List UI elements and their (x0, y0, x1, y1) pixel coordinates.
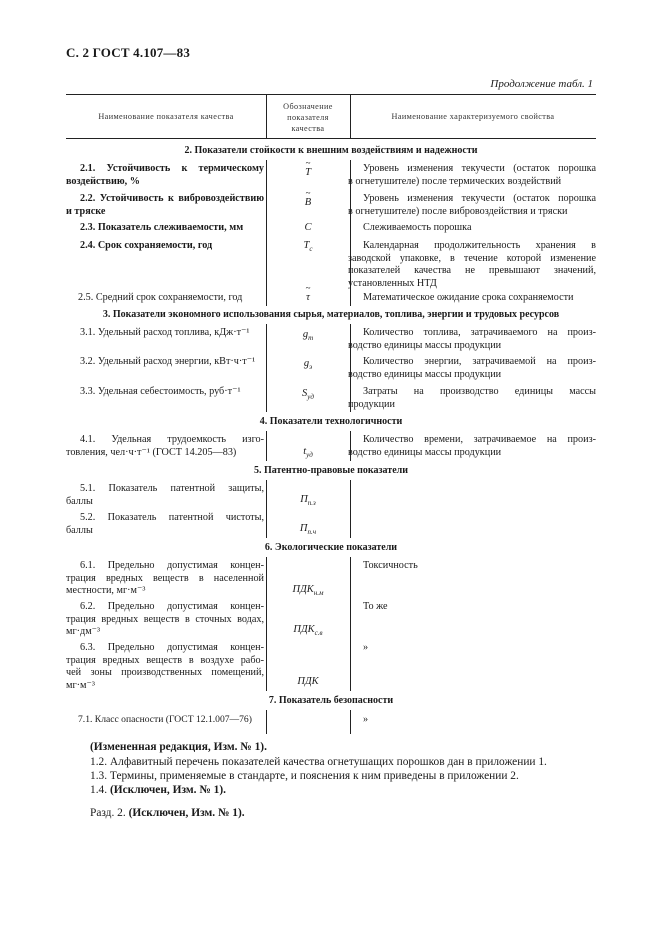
row-5-1-name-line2: баллы (66, 495, 93, 507)
row-6-2-symbol-text: ПДК (293, 624, 315, 635)
row-6-3-property (363, 642, 596, 655)
row-2-3-symbol (268, 222, 348, 233)
section-heading-7: 7. Показатель безопасности (268, 695, 394, 706)
column-divider-s5-2 (350, 480, 351, 538)
row-6-2-property (363, 601, 596, 614)
row-5-2-symbol-text: П (299, 523, 308, 534)
row-3-3-name (66, 386, 264, 399)
row-2-5-symbol: ~ τ (305, 283, 311, 303)
row-2-1-name (66, 163, 264, 188)
row-2-4-symbol (268, 240, 348, 253)
row-3-1-name (66, 327, 264, 340)
row-2-4-property-line2: заводской упаковке, в течение которой изменение (348, 252, 596, 264)
row-5-2-name-line1: 5.2. Показатель патентной чистоты, (80, 512, 264, 523)
table-top-border (66, 94, 596, 95)
column-divider-s4-1 (266, 431, 267, 461)
row-2-2-name (66, 193, 264, 218)
row-5-1-name-line1: 5.1. Показатель патентной защиты, (80, 483, 264, 494)
row-2-2-property-line2: в огнетушителе) после вибровоздействия и тряски (348, 205, 568, 217)
row-6-2-property-text: То же (363, 601, 388, 612)
row-6-3-name (66, 642, 264, 692)
row-5-1-symbol-text: П (300, 494, 308, 505)
row-3-1-property-line2: водство единицы массы продукции (348, 339, 502, 351)
row-6-1-name-line2: трация вредных веществ в населенной (66, 572, 264, 584)
row-5-1-name (66, 483, 264, 508)
row-2-1-symbol-text: T (305, 167, 311, 178)
row-6-2-name-line2: трация вредных веществ в сточных водах, (66, 613, 264, 625)
row-3-3-property-line1: Затраты на производство единицы массы (363, 386, 596, 397)
row-6-3-name-line4: мг·м⁻³ (66, 679, 95, 691)
row-2-3-symbol-text: C (304, 222, 312, 233)
row-6-1-name (66, 560, 264, 598)
column-header-designation (266, 101, 350, 134)
row-2-2-name-line2: и тряске (66, 205, 106, 217)
row-2-5-symbol-text: τ (306, 292, 310, 303)
section-heading-6: 6. Экологические показатели (264, 542, 398, 553)
row-3-2-property-line1: Количество энергии, затрачиваемой на произ- (363, 356, 596, 367)
row-5-2-symbol-subscript: п.ч (307, 528, 317, 537)
row-2-1-symbol: ~ T (305, 158, 311, 178)
clause-1-4-status: (Исключен, Изм. № 1). (109, 784, 226, 796)
row-2-4-property-line3: показателей качества не превышают значений, (348, 265, 596, 276)
clause-1-4-number: 1.4. (90, 784, 108, 796)
row-3-3-symbol-subscript: уд (307, 393, 314, 402)
row-3-1-name-text: 3.1. Удельный расход топлива, кДж·т⁻¹ (80, 327, 250, 338)
row-3-2-symbol-text: g (303, 358, 310, 369)
row-7-1-property-text: » (363, 714, 369, 725)
row-6-1-name-line3: местности, мг·м⁻³ (66, 585, 146, 596)
row-6-1-symbol (268, 584, 348, 597)
row-2-4-property-line4: установленных НТД (348, 277, 437, 289)
column-divider-s6-1 (266, 557, 267, 691)
column-divider-s7-2 (350, 710, 351, 734)
row-5-1-symbol-subscript: п.з (307, 499, 316, 508)
column-header-designation-line3: качества (291, 124, 325, 133)
row-2-1-name-line2: воздействию, % (66, 175, 140, 187)
row-6-2-name-line3: мг·дм⁻³ (66, 626, 101, 637)
row-2-5-name (66, 292, 264, 305)
row-3-2-property (348, 356, 596, 381)
row-2-1-name-line1: 2.1. Устойчивость к термическому (80, 163, 264, 174)
row-5-2-symbol (268, 523, 348, 536)
row-7-1-name (66, 714, 264, 727)
row-2-2-symbol: ~ B (304, 188, 312, 208)
section-2-note (90, 806, 245, 820)
table-continuation-label: Продолжение табл. 1 (490, 78, 593, 90)
column-divider-s6-2 (350, 557, 351, 691)
row-2-4-symbol-text: T (303, 240, 310, 251)
clause-1-4 (90, 783, 226, 797)
row-5-2-name (66, 512, 264, 537)
row-3-1-property-line1: Количество топлива, затрачиваемого на произ- (363, 327, 596, 338)
row-2-5-property-text: Математическое ожидание срока сохраняемости (363, 292, 574, 303)
row-6-3-name-line1: 6.3. Предельно допустимая концен- (80, 642, 264, 653)
row-6-1-name-line1: 6.1. Предельно допустимая концен- (80, 560, 264, 571)
row-4-1-property-line1: Количество времени, затрачиваемое на произ- (363, 434, 596, 445)
row-7-1-property (363, 714, 596, 727)
row-3-2-symbol (268, 358, 348, 371)
row-2-5-name-text: 2.5. Средний срок сохраняемости, год (78, 292, 243, 303)
row-3-1-symbol-subscript: т (308, 334, 314, 343)
row-5-1-symbol (268, 494, 348, 507)
row-6-3-name-line2: трация вредных веществ в воздухе рабо- (66, 654, 264, 666)
row-3-3-name-text: 3.3. Удельная себестоимость, руб·т⁻¹ (80, 386, 241, 397)
column-header-designation-line2: показателя (287, 113, 329, 122)
row-6-3-symbol-text: ПДК (297, 676, 319, 687)
row-2-5-property (363, 292, 596, 305)
section-heading-4: 4. Показатели технологичности (259, 416, 403, 427)
row-4-1-property (348, 434, 596, 459)
section-heading-2: 2. Показатели стойкости к внешним воздействиям и надежности (184, 145, 478, 156)
row-2-2-symbol-text: B (304, 197, 312, 208)
row-3-2-name (66, 356, 264, 369)
row-2-3-name (66, 222, 264, 235)
clause-1-2: 1.2. Алфавитный перечень показателей качества огнетушащих порошков дан в приложении 1. (90, 756, 547, 768)
row-2-4-name (66, 240, 264, 253)
section-heading-5: 5. Патентно-правовые показатели (253, 465, 409, 476)
column-header-designation-line1: Обозначение (283, 102, 333, 111)
column-header-quality-name: Наименование показателя качества (98, 112, 234, 121)
amendment-note: (Измененная редакция, Изм. № 1). (90, 741, 267, 753)
column-divider-s7-1 (266, 710, 267, 734)
row-3-2-symbol-subscript: э (309, 363, 313, 372)
row-6-3-name-line3: чей зоны производственных помещений, (66, 667, 264, 678)
row-2-2-name-line1: 2.2. Устойчивость к вибровоздействию (80, 193, 264, 204)
row-6-3-property-text: » (363, 642, 369, 653)
row-3-3-property (348, 386, 596, 411)
row-2-1-property (348, 163, 596, 188)
row-6-3-symbol (268, 676, 348, 687)
column-divider-s2-1 (266, 160, 267, 306)
row-6-1-property (363, 560, 596, 573)
row-2-2-property (348, 193, 596, 218)
row-3-2-name-text: 3.2. Удельный расход энергии, кВт·ч·т⁻¹ (80, 356, 256, 367)
clause-1-3: 1.3. Термины, применяемые в стандарте, и пояснения к ним приведены в приложении 2. (90, 770, 519, 782)
section-2-note-status: (Исключен, Изм. № 1). (128, 807, 245, 819)
row-2-4-property (348, 240, 596, 290)
row-2-4-name-text: 2.4. Срок сохраняемости, год (80, 240, 213, 251)
row-2-4-property-line1: Календарная продолжительность хранения в (363, 240, 596, 251)
row-2-4-symbol-subscript: с (309, 245, 313, 254)
row-6-1-property-text: Токсичность (363, 560, 418, 571)
row-3-3-symbol-text: S (302, 388, 308, 399)
row-3-1-symbol-text: g (302, 329, 309, 340)
row-3-3-property-line2: продукции (348, 398, 395, 410)
row-7-1-name-text: 7.1. Класс опасности (ГОСТ 12.1.007—76) (78, 714, 252, 725)
row-4-1-symbol (268, 446, 348, 459)
page-title: С. 2 ГОСТ 4.107—83 (66, 45, 191, 60)
row-6-2-name-line1: 6.2. Предельно допустимая концен- (80, 601, 264, 612)
row-4-1-name (66, 434, 264, 459)
row-4-1-name-line1: 4.1. Удельная трудоемкость изго- (80, 434, 264, 445)
row-3-1-property (348, 327, 596, 352)
row-6-2-symbol-subscript: с.в (314, 629, 323, 638)
table-header-border (66, 138, 596, 139)
row-2-1-property-line1: Уровень изменения текучести (остаток порошка (363, 163, 596, 174)
row-2-3-name-text: 2.3. Показатель слеживаемости, мм (80, 222, 244, 233)
column-divider-s3-1 (266, 324, 267, 412)
column-divider-s5-1 (266, 480, 267, 538)
row-2-3-property-text: Слеживаемость порошка (363, 222, 472, 233)
row-4-1-name-line2: товления, чел·ч·т⁻¹ (ГОСТ 14.205—83) (66, 446, 237, 458)
row-4-1-property-line2: водство единицы массы продукции (348, 446, 502, 458)
row-2-2-property-line1: Уровень изменения текучести (остаток порошка (363, 193, 596, 204)
row-6-2-name (66, 601, 264, 639)
row-3-3-symbol (268, 388, 348, 401)
section-heading-3: 3. Показатели экономного использования сырья, материалов, топлива, энергии и трудовых ресурсов (102, 309, 560, 320)
row-2-1-property-line2: в огнетушителе) после термических воздействий (348, 175, 562, 187)
row-2-3-property (363, 222, 596, 235)
row-6-1-symbol-subscript: н.м (313, 589, 324, 598)
row-3-1-symbol (268, 329, 348, 342)
row-4-1-symbol-subscript: уд (306, 451, 313, 460)
row-6-2-symbol (268, 624, 348, 637)
row-3-2-property-line2: водство единицы массы продукции (348, 368, 502, 380)
row-6-1-symbol-text: ПДК (292, 584, 314, 595)
section-2-note-label: Разд. 2. (90, 807, 126, 819)
row-5-2-name-line2: баллы (66, 524, 93, 536)
column-header-property-name: Наименование характеризуемого свойства (391, 112, 555, 121)
row-4-1-symbol-text: t (303, 446, 307, 457)
